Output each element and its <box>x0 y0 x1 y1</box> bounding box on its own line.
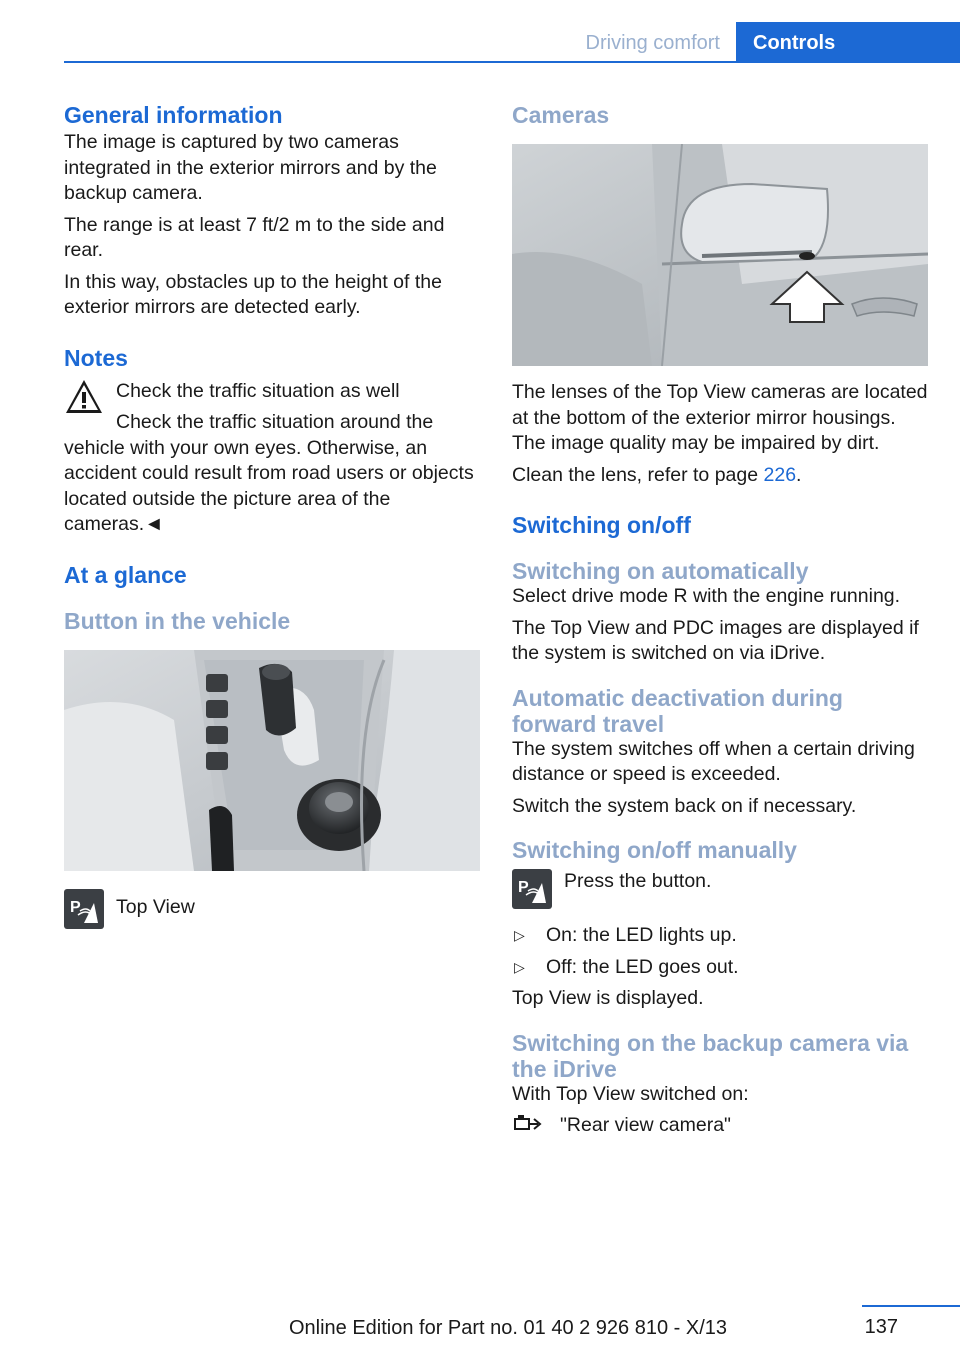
triangle-bullet-icon: ▷ <box>514 927 525 943</box>
general-paragraph-1: The image is captured by two cameras integrated in the exterior mirrors and by the backup camera. <box>64 131 437 204</box>
exterior-mirror-photo <box>512 144 928 366</box>
list-item-text: Off: the LED goes out. <box>546 955 739 978</box>
warning-triangle-icon <box>64 377 104 417</box>
general-information-heading: General information <box>64 102 283 128</box>
header-rule <box>64 61 960 63</box>
clean-lens-text: Clean the lens, refer to page <box>512 463 764 486</box>
list-item <box>512 955 930 981</box>
notes-heading: Notes <box>64 344 128 371</box>
deactivation-paragraph-1: The system switches off when a certain driving distance or speed is exceeded. <box>512 737 915 785</box>
header-section-title: Driving comfort <box>585 32 720 54</box>
center-console-photo <box>64 650 480 871</box>
auto-paragraph-2: The Top View and PDC images are displayed if the system is switched on via iDrive. <box>512 616 919 664</box>
svg-text:P: P <box>518 879 529 896</box>
auto-paragraph-1: Select drive mode R with the engine running. <box>512 585 901 607</box>
warning-note <box>64 377 480 538</box>
rear-view-camera-icon <box>512 1113 552 1139</box>
edition-footer: Online Edition for Part no. 01 40 2 926 810 - X/13 <box>288 1317 728 1339</box>
press-button-text: Press the button. <box>564 870 712 892</box>
at-a-glance-heading: At a glance <box>64 561 187 588</box>
top-view-button-icon <box>64 889 104 929</box>
top-view-label: Top View <box>116 895 195 918</box>
switching-on-automatically-heading: Switching on automatically <box>512 558 809 584</box>
deactivation-paragraph-2: Switch the system back on if necessary. <box>512 794 857 817</box>
triangle-bullet-icon: ▷ <box>514 958 525 975</box>
backup-camera-heading: Switching on the backup camera via the iDrive <box>512 1029 909 1082</box>
warning-title: Check the traffic situation as well <box>116 379 400 402</box>
right-column <box>512 100 930 1139</box>
button-in-vehicle-heading: Button in the vehicle <box>64 607 291 634</box>
footer-rule <box>862 1305 960 1307</box>
top-view-displayed-text: Top View is displayed. <box>512 987 704 1009</box>
header-tab-controls: Controls <box>736 22 960 62</box>
cameras-paragraph: The lenses of the Top View cameras are located at the bottom of the exterior mirror housings. The image quality may be impaired by dirt. <box>512 381 928 454</box>
switching-on-off-heading: Switching on/off <box>512 512 691 538</box>
list-item-text: On: the LED lights up. <box>546 924 737 946</box>
svg-text:P: P <box>70 898 81 916</box>
list-item <box>512 923 930 949</box>
top-view-button-legend <box>64 889 480 929</box>
top-view-button-icon <box>512 869 552 909</box>
left-column <box>64 100 480 929</box>
warning-text <box>64 410 480 538</box>
automatic-deactivation-heading: Automatic deactivation during forward travel <box>512 684 843 737</box>
warning-body: Check the traffic situation around the vehicle with your own eyes. Otherwise, an accident could result from road users or objects located outside the picture area of the cameras.◄ <box>64 411 474 535</box>
rear-view-camera-text: "Rear view camera" <box>560 1114 731 1136</box>
page-number: 137 <box>864 1316 898 1338</box>
cameras-heading: Cameras <box>512 102 610 128</box>
clean-lens-paragraph <box>512 463 930 489</box>
general-paragraph-2: The range is at least 7 ft/2 m to the side and rear. <box>64 213 445 261</box>
rear-view-menu-row <box>512 1113 930 1139</box>
switching-manually-heading: Switching on/off manually <box>512 837 797 863</box>
backup-paragraph: With Top View switched on: <box>512 1082 749 1105</box>
clean-lens-suffix: . <box>796 463 802 486</box>
led-status-list <box>512 923 930 980</box>
general-paragraph-3: In this way, obstacles up to the height of the exterior mirrors are detected early. <box>64 270 442 318</box>
press-button-row <box>512 869 930 909</box>
page-link-226[interactable]: 226 <box>763 463 797 486</box>
